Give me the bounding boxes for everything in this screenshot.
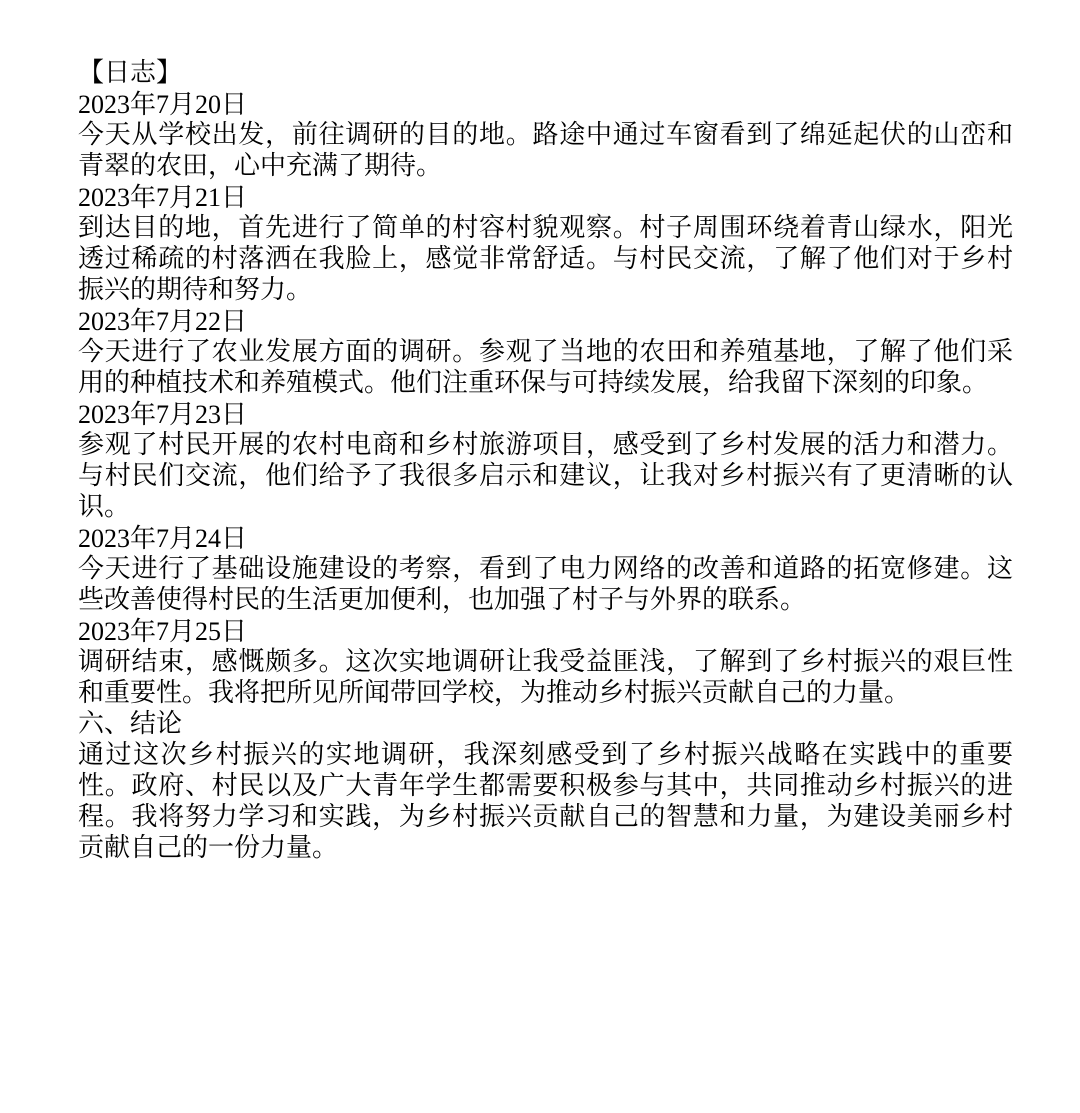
section-heading: 六、结论 xyxy=(78,709,183,739)
document-body xyxy=(78,58,1013,864)
entry-date: 2023年7月20日 xyxy=(78,90,248,119)
log-title: 【日志】 xyxy=(78,58,183,88)
entry-date: 2023年7月23日 xyxy=(78,400,248,429)
conclusion-section xyxy=(78,709,1013,864)
log-entry xyxy=(78,89,1013,182)
entry-text: 今天进行了农业发展方面的调研。参观了当地的农田和养殖基地，了解了他们采用的种植技术和养殖模式。他们注重环保与可持续发展，给我留下深刻的印象。 xyxy=(78,337,1013,398)
entry-date: 2023年7月21日 xyxy=(78,183,248,212)
entry-date: 2023年7月25日 xyxy=(78,617,248,646)
log-entry xyxy=(78,399,1013,523)
entry-date: 2023年7月22日 xyxy=(78,307,248,336)
log-entry xyxy=(78,523,1013,616)
conclusion-text: 通过这次乡村振兴的实地调研，我深刻感受到了乡村振兴战略在实践中的重要性。政府、村民以及广大青年学生都需要积极参与其中，共同推动乡村振兴的进程。我将努力学习和实践，为乡村振兴贡献自己的智慧和力量，为建设美丽乡村贡献自己的一份力量。 xyxy=(78,740,1013,863)
entry-text: 调研结束，感慨颇多。这次实地调研让我受益匪浅，了解到了乡村振兴的艰巨性和重要性。我将把所见所闻带回学校，为推动乡村振兴贡献自己的力量。 xyxy=(78,647,1013,708)
entry-text: 今天从学校出发，前往调研的目的地。路途中通过车窗看到了绵延起伏的山峦和青翠的农田，心中充满了期待。 xyxy=(78,120,1013,181)
log-entry xyxy=(78,306,1013,399)
log-entry xyxy=(78,616,1013,709)
entry-date: 2023年7月24日 xyxy=(78,524,248,553)
entry-text: 今天进行了基础设施建设的考察，看到了电力网络的改善和道路的拓宽修建。这些改善使得村民的生活更加便利，也加强了村子与外界的联系。 xyxy=(78,554,1013,615)
entry-text: 到达目的地，首先进行了简单的村容村貌观察。村子周围环绕着青山绿水，阳光透过稀疏的村落洒在我脸上，感觉非常舒适。与村民交流，了解了他们对于乡村振兴的期待和努力。 xyxy=(78,213,1013,305)
log-entry xyxy=(78,182,1013,306)
entry-text: 参观了村民开展的农村电商和乡村旅游项目，感受到了乡村发展的活力和潜力。与村民们交流，他们给予了我很多启示和建议，让我对乡村振兴有了更清晰的认识。 xyxy=(78,430,1013,522)
